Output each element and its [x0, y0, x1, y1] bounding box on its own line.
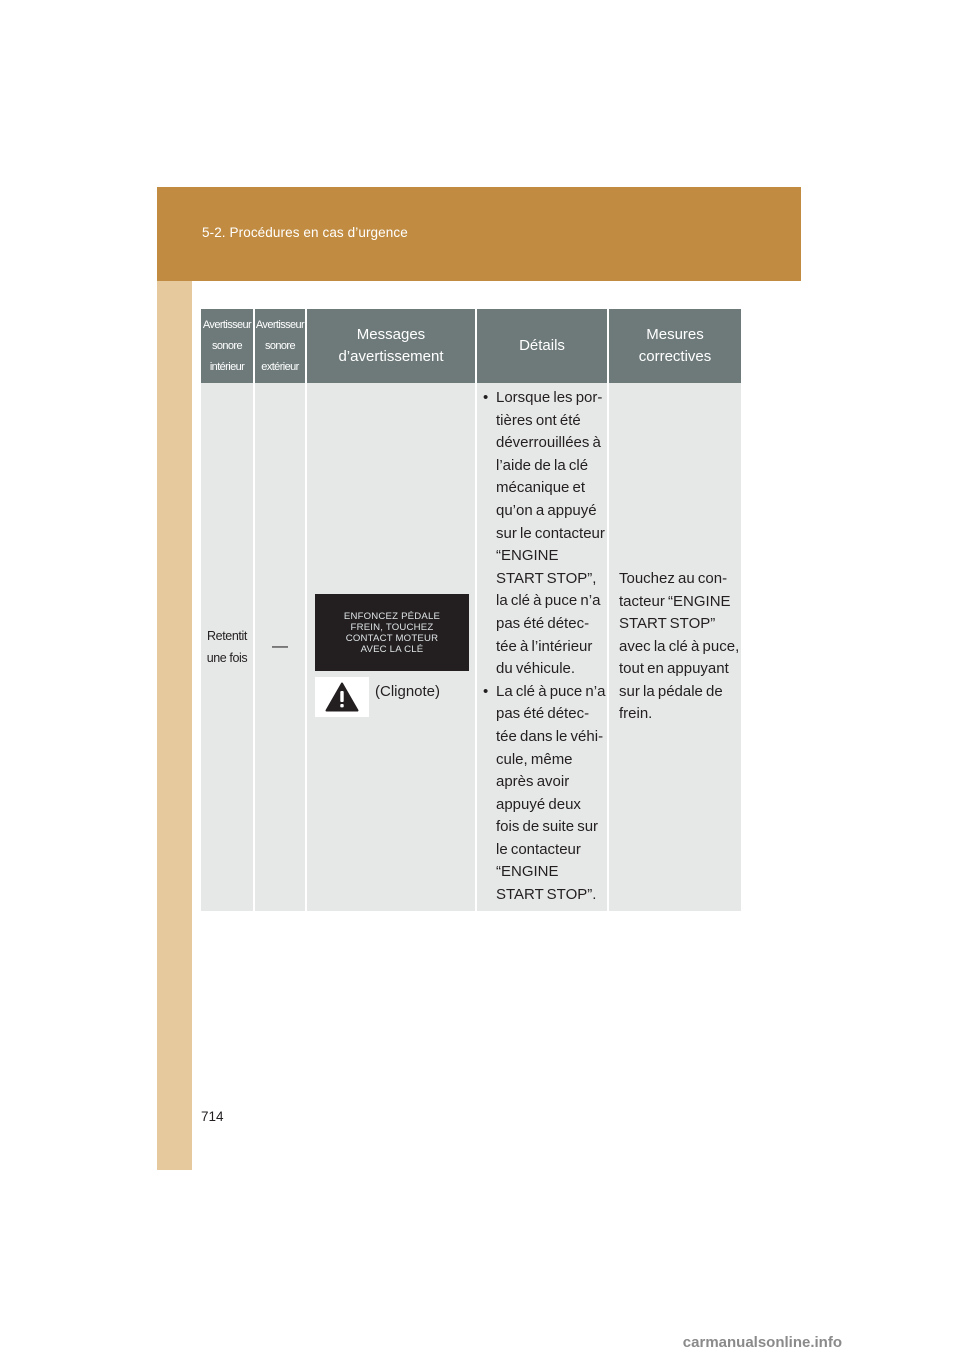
warning-light-box [315, 677, 369, 717]
warning-message-cell [307, 383, 475, 911]
page-number: 714 [201, 1109, 224, 1124]
warning-table [201, 309, 741, 911]
header-corrective-measures: Mesures correctives [638, 326, 712, 365]
side-strip [157, 187, 192, 1170]
corrective-text: Touchez au con-tacteur “ENGINE START STOP” avec la clé à puce, tout en appuyant sur la pédale de frein. [619, 569, 740, 723]
header-interior-buzzer: Avertisseur sonore intérieur [202, 318, 252, 373]
section-title: 5-2. Procédures en cas d’urgence [202, 225, 408, 240]
header-details: Détails [519, 337, 565, 354]
details-list [483, 387, 607, 907]
details-cell [477, 383, 607, 911]
details-item: • Lorsque les por-tières ont été déverrouillées à l’aide de la clé mécanique et qu’on a appuyé sur le contacteur “ENGINE START STOP”, la clé à puce n’a pas été détec-tée à l’intérieur du véhicule. [483, 387, 607, 681]
details-item: • La clé à puce n’a pas été détec-tée dans le véhi-cule, même après avoir appuyé deux fois de suite sur le contacteur “ENGINE START STOP”. [483, 681, 607, 907]
multi-info-display-message: ENFONCEZ PÉDALE FREIN, TOUCHEZ CONTACT MOTEUR AVEC LA CLÉ [315, 594, 469, 671]
interior-buzzer-cell: Retentit une fois [206, 629, 248, 665]
exterior-buzzer-cell: — [272, 638, 288, 655]
warning-triangle-icon [325, 682, 359, 712]
corrective-cell [609, 383, 741, 911]
header-warning-messages: Messages d’avertissement [338, 326, 444, 365]
header-exterior-buzzer: Avertisseur sonore extérieur [255, 318, 305, 373]
blink-note: (Clignote) [375, 683, 441, 700]
header-band [157, 187, 801, 281]
footer-watermark: carmanualsonline.info [682, 1334, 842, 1351]
